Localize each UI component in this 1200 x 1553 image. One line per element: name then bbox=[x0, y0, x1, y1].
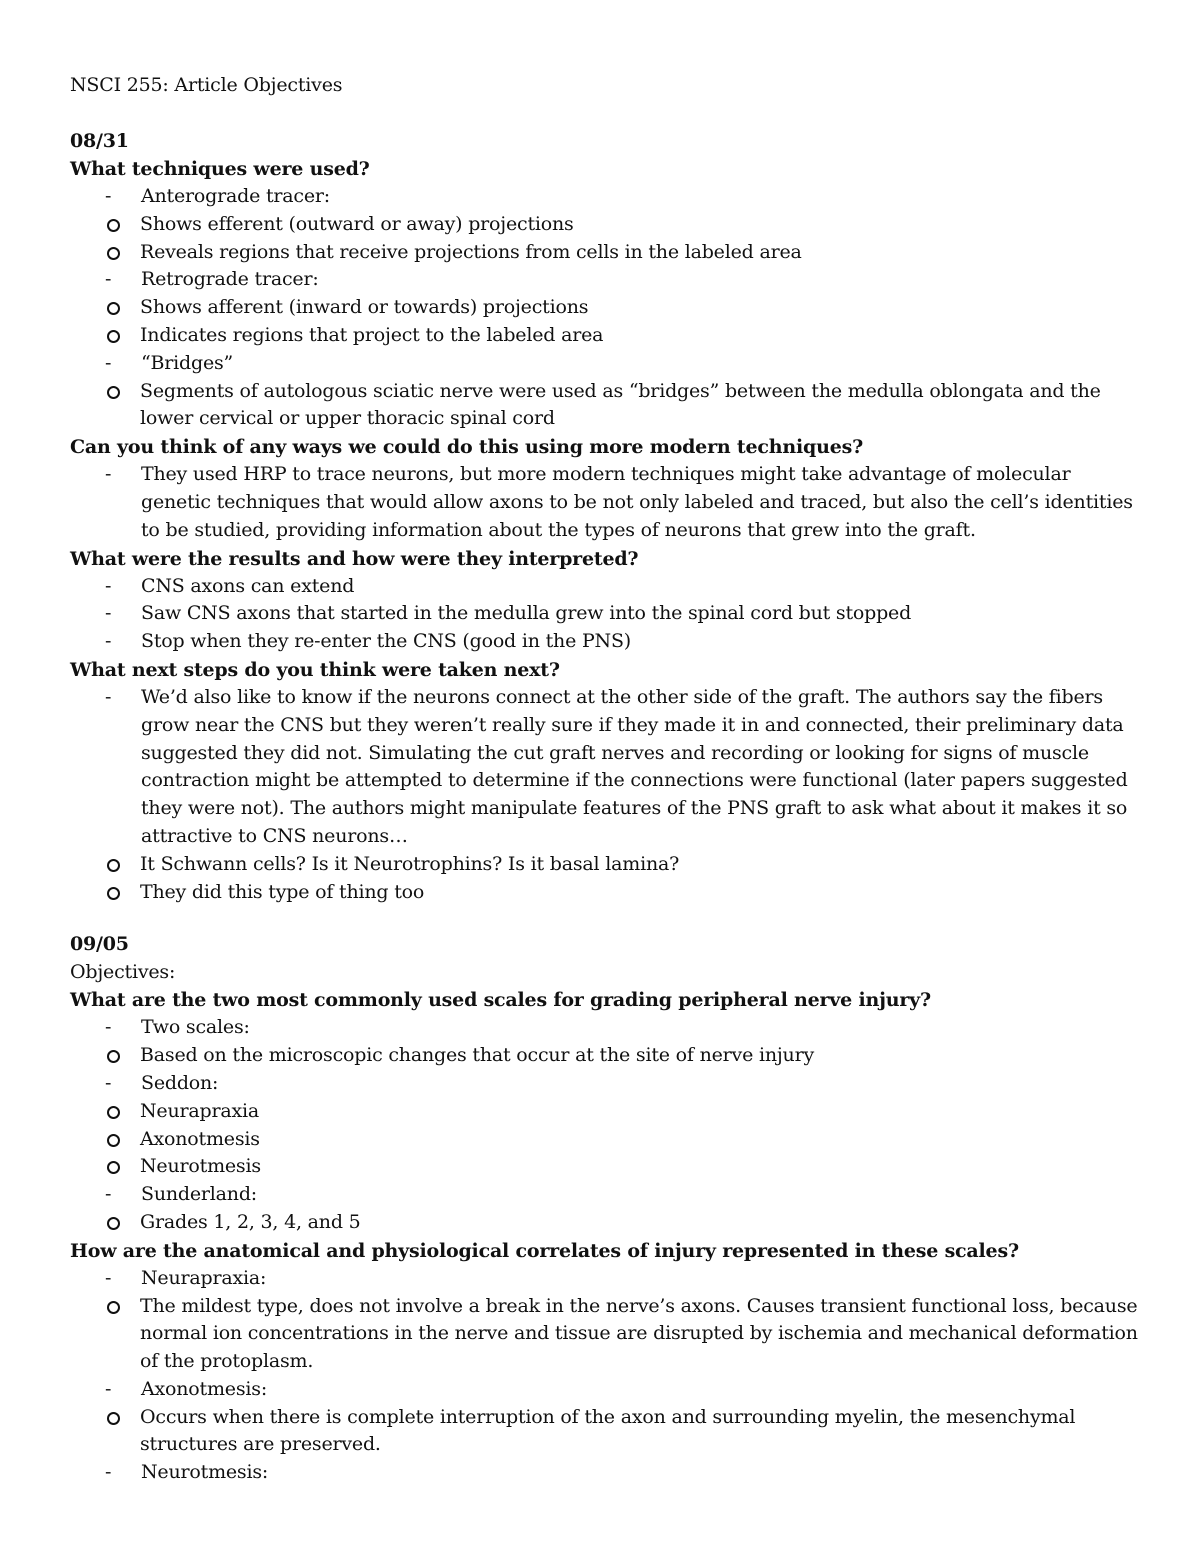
list-item bbox=[70, 628, 1140, 656]
sub-list-item-text: It Schwann cells? Is it Neurotrophins? Is it basal lamina? bbox=[140, 852, 680, 875]
sub-list-item bbox=[70, 211, 1140, 239]
circle-bullet-icon bbox=[107, 1050, 120, 1063]
dash-bullet-icon: - bbox=[105, 1377, 112, 1400]
list-item-text: Axonotmesis: bbox=[141, 1377, 268, 1400]
sub-list-item-text: The mildest type, does not involve a break in the nerve’s axons. Causes transient functional loss, because normal ion concentrations in the nerve and tissue are disrupted by ischemia and mechanical deformation of the protoplasm. bbox=[140, 1294, 1138, 1373]
dash-bullet-icon: - bbox=[105, 1071, 112, 1094]
section-date: 08/31 bbox=[70, 130, 129, 152]
sub-list bbox=[70, 1404, 1140, 1460]
list-item-text: They used HRP to trace neurons, but more modern techniques might take advantage of molecular genetic techniques that would allow axons to be not only labeled and traced, but also the cell’s identities to be studied, providing information about the types of neurons that grew into the graft. bbox=[141, 463, 1133, 541]
list-item-text: Seddon: bbox=[141, 1071, 219, 1094]
circle-bullet-icon bbox=[107, 1301, 120, 1314]
sub-list-item bbox=[70, 239, 1140, 267]
document-content bbox=[70, 127, 1140, 1487]
circle-bullet-icon bbox=[107, 1161, 120, 1174]
dash-bullet-icon: - bbox=[105, 602, 112, 625]
sub-list-item-text: Shows efferent (outward or away) projections bbox=[140, 212, 574, 235]
list-item bbox=[70, 1265, 1140, 1376]
circle-bullet-icon bbox=[107, 1134, 120, 1147]
list-item-text: Retrograde tracer: bbox=[141, 268, 319, 291]
sub-list bbox=[70, 1098, 1140, 1181]
dash-list bbox=[70, 573, 1140, 656]
circle-bullet-icon bbox=[107, 859, 120, 872]
dash-bullet-icon: - bbox=[105, 1016, 112, 1039]
sub-list-item-text: Indicates regions that project to the labeled area bbox=[140, 323, 604, 346]
sub-list-item-text: Segments of autologous sciatic nerve were used as “bridges” between the medulla oblongata and the lower cervical or upper thoracic spinal cord bbox=[140, 379, 1101, 430]
list-item bbox=[70, 1014, 1140, 1070]
sub-list bbox=[70, 851, 1140, 907]
sub-list bbox=[70, 211, 1140, 267]
question-heading: What techniques were used? bbox=[70, 158, 370, 180]
circle-bullet-icon bbox=[107, 247, 120, 260]
sub-list-item bbox=[70, 851, 1140, 879]
sub-list-item bbox=[70, 294, 1140, 322]
circle-bullet-icon bbox=[107, 386, 120, 399]
circle-bullet-icon bbox=[107, 302, 120, 315]
spacer bbox=[70, 103, 1140, 127]
sub-list-item-text: Shows afferent (inward or towards) projections bbox=[140, 296, 589, 319]
question-heading: What next steps do you think were taken next? bbox=[70, 658, 560, 681]
sub-list-item bbox=[70, 378, 1140, 434]
sub-list-item-text: Reveals regions that receive projections from cells in the labeled area bbox=[140, 240, 802, 263]
list-item bbox=[70, 183, 1140, 266]
spacer bbox=[70, 906, 1140, 930]
list-item-text: “Bridges” bbox=[141, 351, 234, 374]
dash-list bbox=[70, 684, 1140, 906]
list-item-text: Stop when they re-enter the CNS (good in the PNS) bbox=[141, 630, 632, 653]
list-item-text: Neurapraxia: bbox=[141, 1266, 267, 1289]
list-item bbox=[70, 1376, 1140, 1459]
dash-bullet-icon: - bbox=[105, 1461, 112, 1484]
list-item-text: Two scales: bbox=[141, 1016, 250, 1039]
sub-list-item bbox=[70, 1153, 1140, 1181]
section-0 bbox=[70, 127, 1140, 906]
sub-list-item-text: Axonotmesis bbox=[140, 1127, 260, 1150]
dash-bullet-icon: - bbox=[105, 574, 112, 597]
section-date: 09/05 bbox=[70, 933, 129, 956]
sub-list bbox=[70, 1042, 1140, 1070]
dash-bullet-icon: - bbox=[105, 351, 112, 374]
question-heading: What were the results and how were they interpreted? bbox=[70, 547, 639, 570]
circle-bullet-icon bbox=[107, 1412, 120, 1425]
list-item-text: Sunderland: bbox=[141, 1183, 257, 1206]
list-item bbox=[70, 1459, 1140, 1487]
list-item bbox=[70, 684, 1140, 906]
dash-list bbox=[70, 461, 1140, 544]
section-1 bbox=[70, 906, 1140, 1487]
question-heading: How are the anatomical and physiological correlates of injury represented in these scales? bbox=[70, 1239, 1019, 1262]
list-item bbox=[70, 600, 1140, 628]
sub-list-item-text: Occurs when there is complete interruption of the axon and surrounding myelin, the mesenchymal structures are preserved. bbox=[140, 1405, 1076, 1456]
sub-list-item-text: They did this type of thing too bbox=[140, 880, 425, 903]
sub-list-item-text: Grades 1, 2, 3, 4, and 5 bbox=[140, 1210, 361, 1233]
sub-list-item bbox=[70, 879, 1140, 907]
circle-bullet-icon bbox=[107, 1217, 120, 1230]
list-item bbox=[70, 350, 1140, 433]
dash-bullet-icon: - bbox=[105, 1266, 112, 1289]
sub-list bbox=[70, 378, 1140, 434]
sub-list-item bbox=[70, 1209, 1140, 1237]
sub-list-item-text: Neurapraxia bbox=[140, 1099, 260, 1122]
dash-bullet-icon: - bbox=[105, 630, 112, 653]
sub-list-item-text: Neurotmesis bbox=[140, 1155, 261, 1178]
dash-list bbox=[70, 1014, 1140, 1236]
dash-list bbox=[70, 1265, 1140, 1487]
sub-list-item bbox=[70, 1126, 1140, 1154]
sub-list bbox=[70, 294, 1140, 350]
document-title: NSCI 255: Article Objectives bbox=[70, 74, 343, 96]
question-heading: Can you think of any ways we could do this using more modern techniques? bbox=[70, 436, 864, 459]
sub-list-item bbox=[70, 1404, 1140, 1460]
list-item bbox=[70, 1181, 1140, 1237]
sub-list-item bbox=[70, 322, 1140, 350]
sub-list bbox=[70, 1293, 1140, 1376]
circle-bullet-icon bbox=[107, 1106, 120, 1119]
list-item-text: Saw CNS axons that started in the medulla grew into the spinal cord but stopped bbox=[141, 602, 912, 625]
sub-list bbox=[70, 1209, 1140, 1237]
list-item-text: Neurotmesis: bbox=[141, 1461, 269, 1484]
sub-list-item-text: Based on the microscopic changes that occur at the site of nerve injury bbox=[140, 1044, 815, 1067]
list-item-text: Anterograde tracer: bbox=[141, 185, 330, 207]
list-item bbox=[70, 461, 1140, 544]
dash-bullet-icon: - bbox=[105, 685, 112, 708]
dash-bullet-icon: - bbox=[105, 185, 112, 207]
list-item bbox=[70, 1070, 1140, 1181]
sub-list-item bbox=[70, 1098, 1140, 1126]
list-item bbox=[70, 573, 1140, 601]
circle-bullet-icon bbox=[107, 219, 120, 232]
list-item bbox=[70, 266, 1140, 349]
dash-bullet-icon: - bbox=[105, 1183, 112, 1206]
section-subtitle: Objectives: bbox=[70, 961, 176, 984]
list-item-text: We’d also like to know if the neurons connect at the other side of the graft. The authors say the fibers grow near the CNS but they weren’t really sure if they made it in and connected, their preliminary data suggested they did not. Simulating the cut graft nerves and recording or looking for signs of muscle contraction might be attempted to determine if the connections were functional (later papers suggested they were not). The authors might manipulate features of the PNS graft to ask what about it makes it so attractive to CNS neurons… bbox=[141, 685, 1128, 847]
dash-list bbox=[70, 183, 1140, 433]
dash-bullet-icon: - bbox=[105, 268, 112, 291]
question-heading: What are the two most commonly used scales for grading peripheral nerve injury? bbox=[70, 989, 931, 1012]
sub-list-item bbox=[70, 1293, 1140, 1376]
list-item-text: CNS axons can extend bbox=[141, 574, 355, 597]
circle-bullet-icon bbox=[107, 330, 120, 343]
circle-bullet-icon bbox=[107, 887, 120, 900]
sub-list-item bbox=[70, 1042, 1140, 1070]
dash-bullet-icon: - bbox=[105, 463, 112, 486]
